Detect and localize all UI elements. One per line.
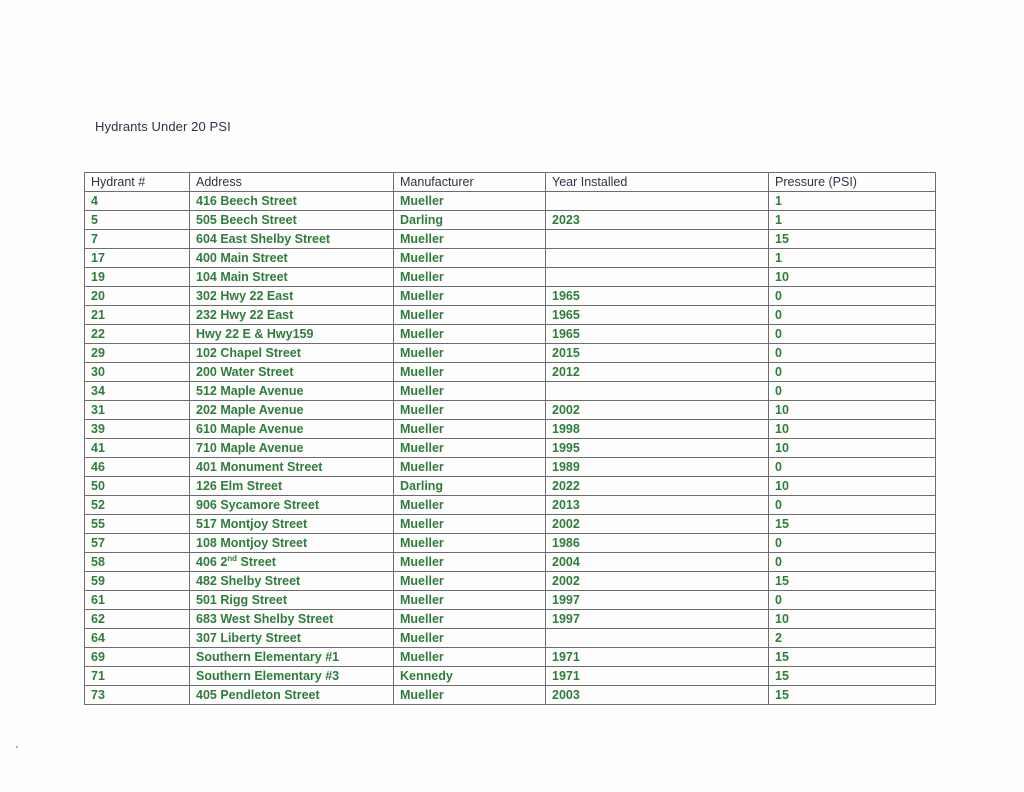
cell-hydrant-number: 62 <box>85 610 190 629</box>
cell-hydrant-number: 64 <box>85 629 190 648</box>
table-row <box>85 401 936 420</box>
cell-manufacturer: Mueller <box>394 325 546 344</box>
cell-hydrant-number: 55 <box>85 515 190 534</box>
table-row <box>85 667 936 686</box>
cell-hydrant-number: 46 <box>85 458 190 477</box>
cell-manufacturer: Mueller <box>394 553 546 572</box>
scan-speck <box>16 746 18 748</box>
cell-pressure: 0 <box>769 382 936 401</box>
cell-address: 232 Hwy 22 East <box>190 306 394 325</box>
cell-address: 683 West Shelby Street <box>190 610 394 629</box>
cell-year-installed: 1965 <box>546 306 769 325</box>
table-row <box>85 515 936 534</box>
table-row <box>85 648 936 667</box>
cell-manufacturer: Mueller <box>394 515 546 534</box>
cell-hydrant-number: 20 <box>85 287 190 306</box>
table-header-row <box>85 173 936 192</box>
cell-pressure: 10 <box>769 610 936 629</box>
table-row <box>85 553 936 572</box>
cell-manufacturer: Mueller <box>394 534 546 553</box>
cell-hydrant-number: 5 <box>85 211 190 230</box>
cell-manufacturer: Darling <box>394 477 546 496</box>
cell-pressure: 0 <box>769 553 936 572</box>
cell-hydrant-number: 71 <box>85 667 190 686</box>
cell-year-installed <box>546 230 769 249</box>
cell-address: 505 Beech Street <box>190 211 394 230</box>
cell-hydrant-number: 31 <box>85 401 190 420</box>
table-row <box>85 363 936 382</box>
table-row <box>85 344 936 363</box>
cell-year-installed: 1989 <box>546 458 769 477</box>
cell-manufacturer: Mueller <box>394 439 546 458</box>
cell-year-installed <box>546 629 769 648</box>
cell-address: 104 Main Street <box>190 268 394 287</box>
cell-year-installed <box>546 268 769 287</box>
cell-manufacturer: Mueller <box>394 306 546 325</box>
cell-manufacturer: Kennedy <box>394 667 546 686</box>
cell-manufacturer: Mueller <box>394 496 546 515</box>
table-row <box>85 192 936 211</box>
cell-hydrant-number: 41 <box>85 439 190 458</box>
cell-hydrant-number: 19 <box>85 268 190 287</box>
cell-address: 302 Hwy 22 East <box>190 287 394 306</box>
cell-hydrant-number: 57 <box>85 534 190 553</box>
table-row <box>85 477 936 496</box>
cell-pressure: 10 <box>769 477 936 496</box>
cell-year-installed <box>546 249 769 268</box>
cell-pressure: 0 <box>769 591 936 610</box>
cell-pressure: 15 <box>769 230 936 249</box>
cell-address <box>190 553 394 572</box>
address-street-part: Street <box>237 555 276 569</box>
table-row <box>85 211 936 230</box>
cell-year-installed: 2015 <box>546 344 769 363</box>
hydrants-table <box>84 172 936 705</box>
cell-address: 610 Maple Avenue <box>190 420 394 439</box>
cell-pressure: 15 <box>769 667 936 686</box>
cell-year-installed: 1965 <box>546 287 769 306</box>
cell-year-installed: 2023 <box>546 211 769 230</box>
cell-address: 482 Shelby Street <box>190 572 394 591</box>
cell-pressure: 10 <box>769 420 936 439</box>
table-row <box>85 249 936 268</box>
table-row <box>85 629 936 648</box>
cell-manufacturer: Mueller <box>394 458 546 477</box>
cell-hydrant-number: 21 <box>85 306 190 325</box>
table-row <box>85 306 936 325</box>
header-pressure: Pressure (PSI) <box>769 173 936 192</box>
cell-year-installed: 1998 <box>546 420 769 439</box>
cell-address: 108 Montjoy Street <box>190 534 394 553</box>
cell-hydrant-number: 61 <box>85 591 190 610</box>
cell-manufacturer: Mueller <box>394 420 546 439</box>
cell-manufacturer: Mueller <box>394 268 546 287</box>
cell-manufacturer: Mueller <box>394 344 546 363</box>
cell-year-installed: 1965 <box>546 325 769 344</box>
address-number-part: 406 2 <box>196 555 228 569</box>
cell-pressure: 0 <box>769 363 936 382</box>
cell-manufacturer: Mueller <box>394 572 546 591</box>
cell-address: 126 Elm Street <box>190 477 394 496</box>
cell-pressure: 0 <box>769 458 936 477</box>
cell-hydrant-number: 22 <box>85 325 190 344</box>
cell-pressure: 15 <box>769 648 936 667</box>
cell-address: 517 Montjoy Street <box>190 515 394 534</box>
cell-pressure: 1 <box>769 192 936 211</box>
table-row <box>85 287 936 306</box>
cell-pressure: 0 <box>769 287 936 306</box>
cell-address: 710 Maple Avenue <box>190 439 394 458</box>
cell-hydrant-number: 73 <box>85 686 190 705</box>
cell-address: Southern Elementary #1 <box>190 648 394 667</box>
cell-hydrant-number: 39 <box>85 420 190 439</box>
cell-pressure: 15 <box>769 686 936 705</box>
cell-manufacturer: Mueller <box>394 686 546 705</box>
table-row <box>85 382 936 401</box>
cell-year-installed <box>546 192 769 211</box>
cell-year-installed: 2002 <box>546 401 769 420</box>
cell-manufacturer: Mueller <box>394 629 546 648</box>
cell-hydrant-number: 52 <box>85 496 190 515</box>
cell-manufacturer: Mueller <box>394 591 546 610</box>
table-row <box>85 230 936 249</box>
cell-pressure: 10 <box>769 268 936 287</box>
cell-year-installed: 2002 <box>546 572 769 591</box>
cell-pressure: 1 <box>769 211 936 230</box>
table-row <box>85 572 936 591</box>
header-manufacturer: Manufacturer <box>394 173 546 192</box>
cell-address: 200 Water Street <box>190 363 394 382</box>
table-body <box>85 192 936 705</box>
cell-pressure: 15 <box>769 572 936 591</box>
cell-hydrant-number: 58 <box>85 553 190 572</box>
table-row <box>85 439 936 458</box>
cell-pressure: 1 <box>769 249 936 268</box>
cell-year-installed: 1971 <box>546 667 769 686</box>
cell-address: 202 Maple Avenue <box>190 401 394 420</box>
cell-address: 401 Monument Street <box>190 458 394 477</box>
table-row <box>85 458 936 477</box>
cell-year-installed: 2003 <box>546 686 769 705</box>
table-row <box>85 496 936 515</box>
ordinal-suffix: nd <box>227 553 238 563</box>
table-row <box>85 325 936 344</box>
cell-year-installed <box>546 382 769 401</box>
cell-pressure: 0 <box>769 344 936 363</box>
cell-year-installed: 2013 <box>546 496 769 515</box>
cell-address: 307 Liberty Street <box>190 629 394 648</box>
cell-pressure: 0 <box>769 306 936 325</box>
cell-manufacturer: Mueller <box>394 401 546 420</box>
cell-manufacturer: Mueller <box>394 249 546 268</box>
cell-pressure: 15 <box>769 515 936 534</box>
cell-pressure: 10 <box>769 401 936 420</box>
cell-address: Southern Elementary #3 <box>190 667 394 686</box>
table-row <box>85 420 936 439</box>
cell-hydrant-number: 17 <box>85 249 190 268</box>
cell-address: 405 Pendleton Street <box>190 686 394 705</box>
cell-year-installed: 2002 <box>546 515 769 534</box>
cell-pressure: 2 <box>769 629 936 648</box>
cell-year-installed: 1986 <box>546 534 769 553</box>
cell-manufacturer: Mueller <box>394 230 546 249</box>
cell-manufacturer: Mueller <box>394 610 546 629</box>
cell-year-installed: 1995 <box>546 439 769 458</box>
cell-year-installed: 2022 <box>546 477 769 496</box>
cell-hydrant-number: 69 <box>85 648 190 667</box>
cell-manufacturer: Mueller <box>394 382 546 401</box>
table-row <box>85 534 936 553</box>
cell-pressure: 10 <box>769 439 936 458</box>
cell-address: 400 Main Street <box>190 249 394 268</box>
header-year-installed: Year Installed <box>546 173 769 192</box>
cell-hydrant-number: 29 <box>85 344 190 363</box>
cell-year-installed: 1997 <box>546 610 769 629</box>
cell-hydrant-number: 30 <box>85 363 190 382</box>
cell-pressure: 0 <box>769 496 936 515</box>
cell-manufacturer: Mueller <box>394 363 546 382</box>
cell-address: 102 Chapel Street <box>190 344 394 363</box>
cell-year-installed: 2004 <box>546 553 769 572</box>
cell-year-installed: 2012 <box>546 363 769 382</box>
cell-hydrant-number: 59 <box>85 572 190 591</box>
cell-hydrant-number: 7 <box>85 230 190 249</box>
cell-address: 604 East Shelby Street <box>190 230 394 249</box>
cell-address: 906 Sycamore Street <box>190 496 394 515</box>
cell-year-installed: 1997 <box>546 591 769 610</box>
cell-manufacturer: Mueller <box>394 648 546 667</box>
cell-hydrant-number: 34 <box>85 382 190 401</box>
table-row <box>85 591 936 610</box>
cell-manufacturer: Mueller <box>394 192 546 211</box>
table-row <box>85 268 936 287</box>
cell-address: 501 Rigg Street <box>190 591 394 610</box>
table-row <box>85 686 936 705</box>
cell-address: 512 Maple Avenue <box>190 382 394 401</box>
cell-pressure: 0 <box>769 325 936 344</box>
cell-year-installed: 1971 <box>546 648 769 667</box>
cell-pressure: 0 <box>769 534 936 553</box>
document-title: Hydrants Under 20 PSI <box>95 119 231 134</box>
cell-hydrant-number: 4 <box>85 192 190 211</box>
header-hydrant-number: Hydrant # <box>85 173 190 192</box>
cell-address: 416 Beech Street <box>190 192 394 211</box>
header-address: Address <box>190 173 394 192</box>
cell-hydrant-number: 50 <box>85 477 190 496</box>
table-row <box>85 610 936 629</box>
cell-manufacturer: Mueller <box>394 287 546 306</box>
cell-manufacturer: Darling <box>394 211 546 230</box>
cell-address: Hwy 22 E & Hwy159 <box>190 325 394 344</box>
